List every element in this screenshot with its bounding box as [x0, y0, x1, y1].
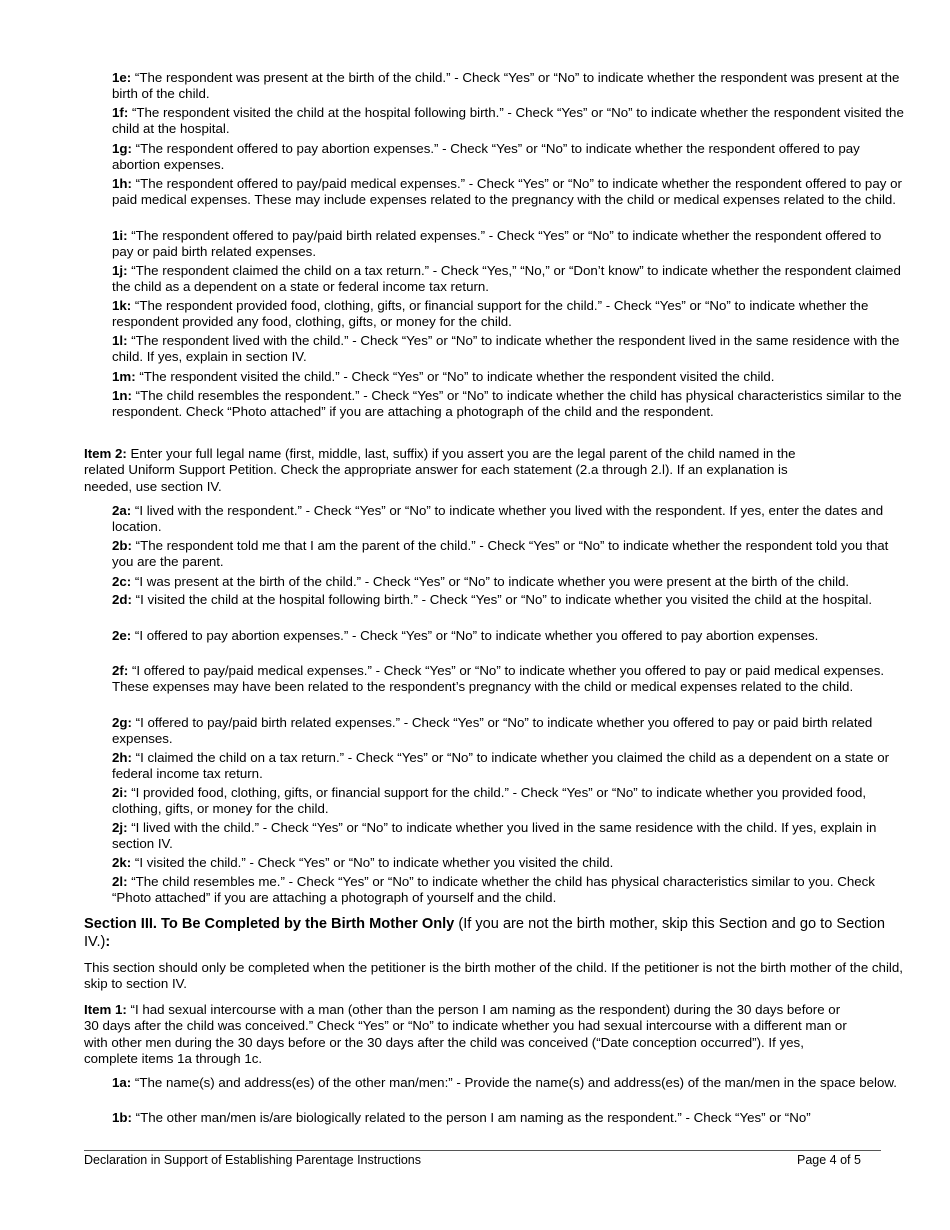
item-2c: 2c: “I was present at the birth of the child.” - Check “Yes” or “No” to indicate whether you were present at the birth of the child.	[112, 574, 850, 589]
item-2i: 2i: “I provided food, clothing, gifts, or financial support for the child.” - Check “Yes” or “No” to indicate whether you provided food, clothing, gifts, or money for the child.	[112, 785, 867, 817]
item-1k: 1k: “The respondent provided food, clothing, gifts, or financial support for the child.” - Check “Yes” or “No” to indicate whether the respondent provided any food, clothing, gifts, or money for the child.	[112, 298, 869, 330]
item-1e: 1e: “The respondent was present at the birth of the child.” - Check “Yes” or “No” to indicate whether the respondent was present at the birth of the child.	[112, 70, 900, 102]
section-3-intro: This section should only be completed when the petitioner is the birth mother of the child. If the petitioner is not the birth mother of the child, skip to section IV.	[84, 960, 903, 992]
item-1l: 1l: “The respondent lived with the child.” - Check “Yes” or “No” to indicate whether the respondent lived in the same residence with the child. If yes, explain in section IV.	[112, 333, 900, 365]
item-1h: 1h: “The respondent offered to pay/paid medical expenses.” - Check “Yes” or “No” to indicate whether the respondent offered to pay or paid medical expenses. These may include expenses related to the pregnancy with the child or medical expenses related to the child.	[112, 176, 902, 208]
item-2e: 2e: “I offered to pay abortion expenses.” - Check “Yes” or “No” to indicate whether you offered to pay abortion expenses.	[112, 628, 819, 643]
item-2l: 2l: “The child resembles me.” - Check “Yes” or “No” to indicate whether the child has physical characteristics similar to you. Check “Photo attached” if you are attaching a photograph of yourself and the child.	[112, 874, 875, 906]
item-1m: 1m: “The respondent visited the child.” - Check “Yes” or “No” to indicate whether the respondent visited the child.	[112, 369, 775, 384]
footer-page-number: Page 4 of 5	[797, 1153, 861, 1167]
item-1f: 1f: “The respondent visited the child at the hospital following birth.” - Check “Yes” or “No” to indicate whether the respondent visited the child at the hospital.	[112, 105, 904, 137]
item-1g: 1g: “The respondent offered to pay abortion expenses.” - Check “Yes” or “No” to indicate whether the respondent offered to pay abortion expenses.	[112, 141, 860, 173]
section-3-item-1b: 1b: “The other man/men is/are biologically related to the person I am naming as the respondent.” - Check “Yes” or “No”	[112, 1110, 811, 1125]
item-2g: 2g: “I offered to pay/paid birth related expenses.” - Check “Yes” or “No” to indicate whether you offered to pay or paid birth related expenses.	[112, 715, 873, 747]
item-2h: 2h: “I claimed the child on a tax return.” - Check “Yes” or “No” to indicate whether you claimed the child as a dependent on a state or federal income tax return.	[112, 750, 890, 782]
item-1j: 1j: “The respondent claimed the child on a tax return.” - Check “Yes,” “No,” or “Don’t know” to indicate whether the respondent claimed the child as a dependent on a state or federal income tax return.	[112, 263, 901, 295]
section-3-item-1: Item 1: “I had sexual intercourse with a man (other than the person I am naming as the respondent) during the 30 days before or 30 days after the child was conceived.” Check “Yes” or “No” to indicate whether you had sexual intercourse with a different man or with other men during the 30 days before or the 30 days after the child was conceived (“Date conception occurred”). If yes, complete items 1a through 1c.	[84, 1002, 847, 1067]
section-3-heading: Section III. To Be Completed by the Birth Mother Only (If you are not the birth mother, skip this Section and go to Section IV.):	[84, 916, 886, 950]
item-2a: 2a: “I lived with the respondent.” - Check “Yes” or “No” to indicate whether you lived with the respondent. If yes, enter the dates and location.	[112, 503, 884, 535]
item-1i: 1i: “The respondent offered to pay/paid birth related expenses.” - Check “Yes” or “No” to indicate whether the respondent offered to pay or paid birth related expenses.	[112, 228, 882, 260]
footer-divider	[84, 1150, 881, 1151]
item-2b: 2b: “The respondent told me that I am the parent of the child.” - Check “Yes” or “No” to indicate whether the respondent told you that you are the parent.	[112, 538, 889, 570]
item-2k: 2k: “I visited the child.” - Check “Yes” or “No” to indicate whether you visited the child.	[112, 855, 614, 870]
item-1n: 1n: “The child resembles the respondent.” - Check “Yes” or “No” to indicate whether the child has physical characteristics similar to the respondent. Check “Photo attached” if you are attaching a photograph of the child and the respondent.	[112, 388, 902, 420]
item-2f: 2f: “I offered to pay/paid medical expenses.” - Check “Yes” or “No” to indicate whether you offered to pay or paid medical expenses. These expenses may have been related to the respondent’s pregnancy with the child or medical expenses related to the child.	[112, 663, 885, 695]
item-2-heading: Item 2: Enter your full legal name (first, middle, last, suffix) if you assert you are the legal parent of the child named in the related Uniform Support Petition. Check the appropriate answer for each statement (2.a through 2.l). If an explanation is needed, use section IV.	[84, 446, 796, 494]
footer-title: Declaration in Support of Establishing Parentage Instructions	[84, 1153, 421, 1167]
section-3-item-1a: 1a: “The name(s) and address(es) of the other man/men:” - Provide the name(s) and address(es) of the man/men in the space below.	[112, 1075, 897, 1090]
item-2j: 2j: “I lived with the child.” - Check “Yes” or “No” to indicate whether you lived in the same residence with the child. If yes, explain in section IV.	[112, 820, 877, 852]
item-2d: 2d: “I visited the child at the hospital following birth.” - Check “Yes” or “No” to indicate whether you visited the child at the hospital.	[112, 592, 873, 607]
